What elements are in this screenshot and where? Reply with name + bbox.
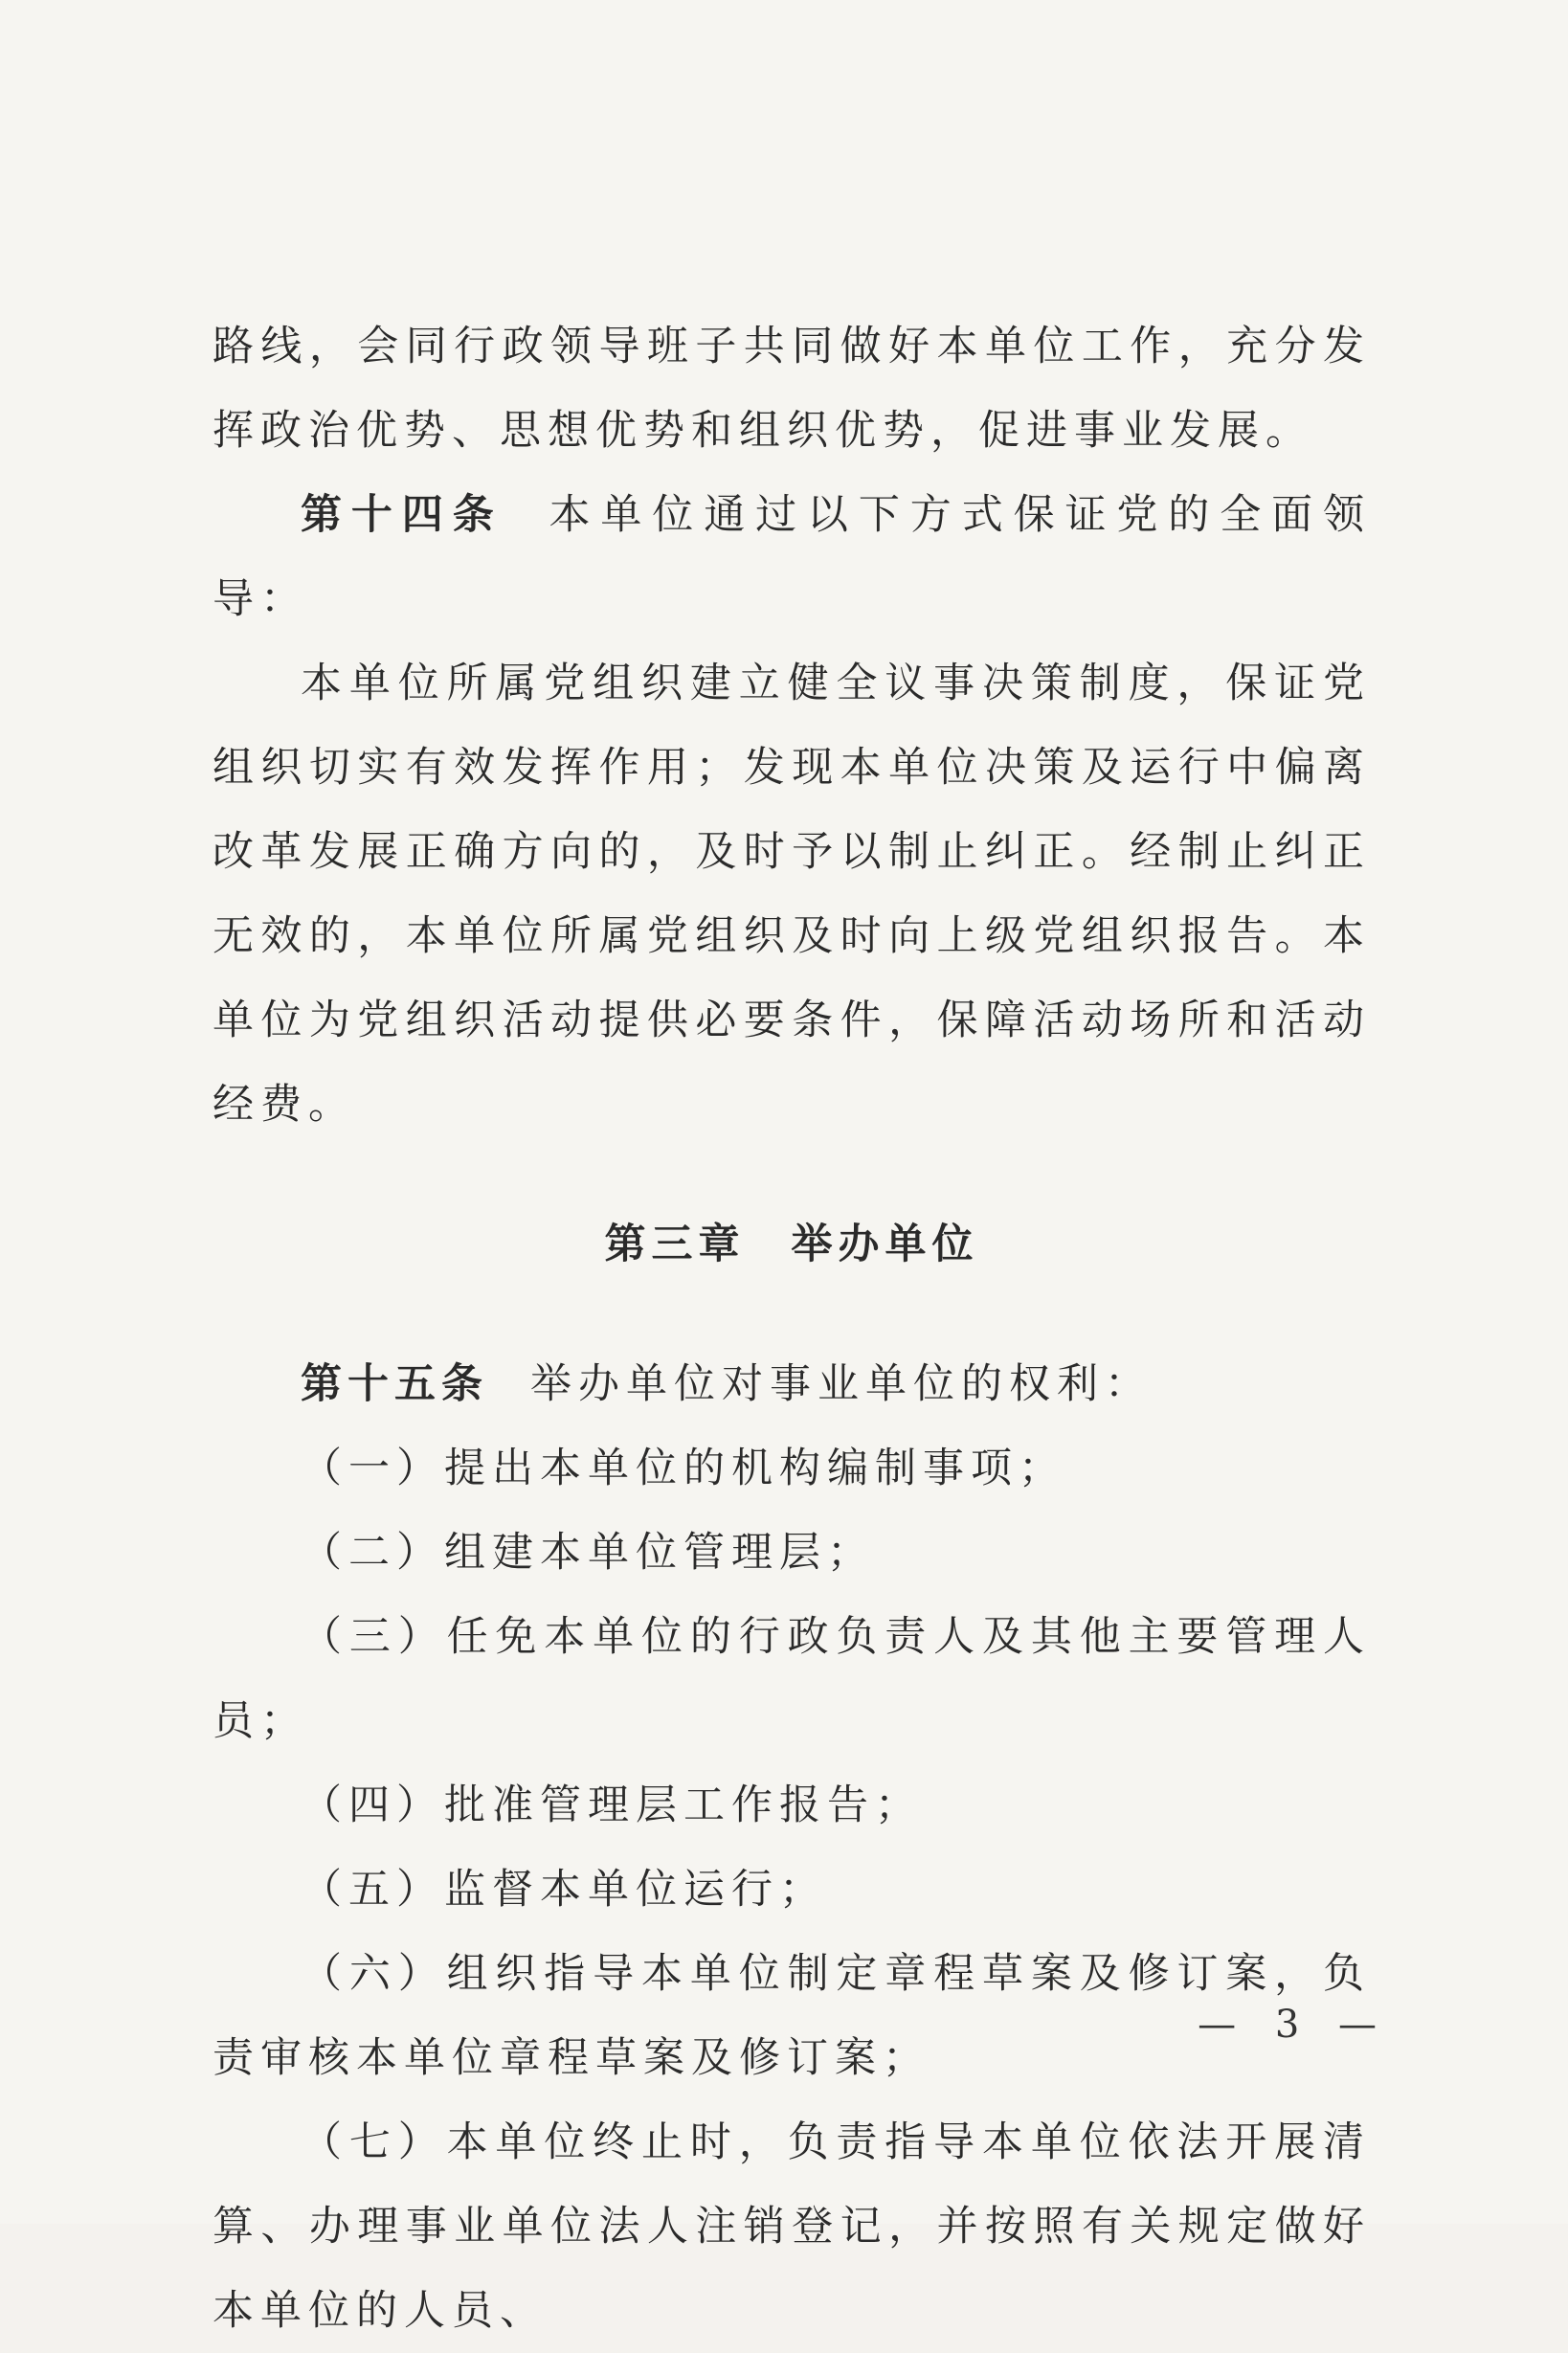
chapter-title: 举办单位 [791, 1221, 979, 1268]
chapter-heading [213, 1202, 1371, 1287]
list-item: （一）提出本单位的机构编制事项； [301, 1445, 1066, 1492]
article-14-title: 第十四条 [301, 491, 504, 539]
list-item: （七）本单位终止时，负责指导本单位依法开展清算、办理事业单位法人注销登记，并按照有关规定做好本单位的人员、 [213, 2118, 1371, 2335]
page-number: — 3 — [1198, 2003, 1390, 2047]
chapter-number: 第三章 [604, 1221, 746, 1268]
article-14-body: 本单位通过以下方式保证党的全面领导： [213, 491, 1372, 623]
list-item: （二）组建本单位管理层； [301, 1529, 875, 1577]
paragraph-continuation: 路线，会同行政领导班子共同做好本单位工作，充分发挥政治优势、思想优势和组织优势，促进事业发展。 [213, 323, 1371, 455]
article-14 [213, 473, 1371, 641]
list-item: （五）监督本单位运行； [301, 1866, 827, 1914]
list-item: （四）批准管理层工作报告； [301, 1782, 923, 1829]
list-item: （三）任免本单位的行政负责人及其他主要管理人员； [213, 1613, 1371, 1745]
article-15-title: 第十五条 [301, 1360, 488, 1408]
article-14-paragraph: 本单位所属党组织建立健全议事决策制度，保证党组织切实有效发挥作用；发现本单位决策及运行中偏离改革发展正确方向的，及时予以制止纠正。经制止纠正无效的，本单位所属党组织及时向上级党组织报告。本单位为党组织活动提供必要条件，保障活动场所和活动经费。 [213, 660, 1371, 1129]
article-15 [213, 1342, 1371, 1426]
list-item: （六）组织指导本单位制定章程草案及修订案，负责审核本单位章程草案及修订案； [213, 1950, 1371, 2082]
article-15-body: 举办单位对事业单位的权利： [530, 1360, 1153, 1408]
